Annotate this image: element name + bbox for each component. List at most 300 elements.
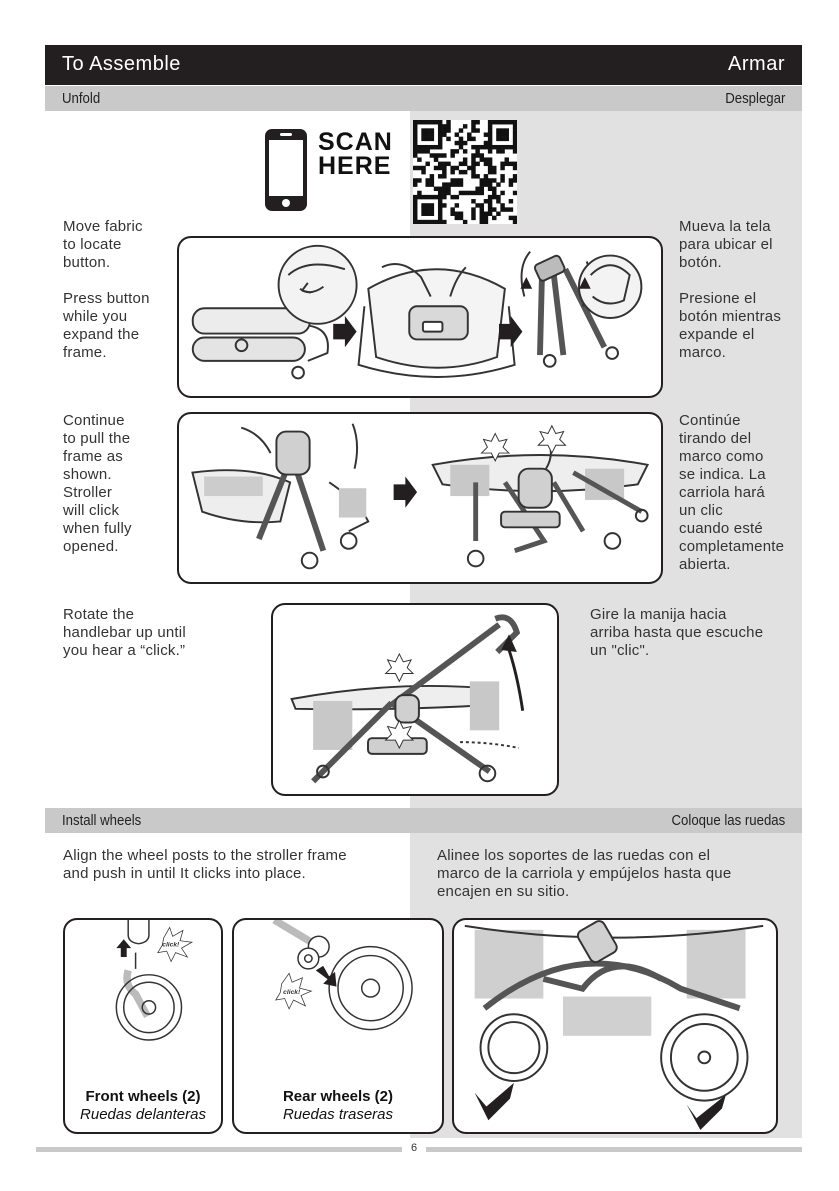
qr-module [413,195,417,199]
qr-module [488,137,492,141]
front-wheels-panel [63,918,223,1134]
qr-module [471,145,475,149]
qr-module [455,203,459,207]
qr-module [430,207,434,211]
qr-module [413,220,417,224]
qr-module [421,170,425,174]
qr-code[interactable] [413,120,517,224]
qr-module [417,220,421,224]
qr-module [471,166,475,170]
qr-module [455,149,459,153]
qr-module [413,212,417,216]
qr-module [480,212,484,216]
step1-text-es: Mueva la tela para ubicar el botón. Presione el botón mientras expande el marco. [679,218,782,361]
qr-module [488,170,492,174]
qr-module [463,149,467,153]
step3-illustration [273,605,557,794]
qr-module [500,132,504,136]
qr-module [475,203,479,207]
wheels-instruction-es: Alinee los soportes de las ruedas con el marco de la carriola y empújelos hasta que encajen en su sitio. [437,847,732,900]
qr-module [492,170,496,174]
qr-module [475,120,479,124]
qr-module [450,170,454,174]
qr-module [500,203,504,207]
qr-module [480,153,484,157]
qr-module [488,178,492,182]
qr-module [492,191,496,195]
qr-module [496,149,500,153]
rear-wheels-panel [232,918,444,1134]
header-title-en: To Assemble [62,53,181,75]
qr-module [425,145,429,149]
qr-module [459,178,463,182]
qr-module [471,191,475,195]
qr-module [413,207,417,211]
qr-module [413,124,417,128]
qr-module [513,120,517,124]
qr-module [463,191,467,195]
qr-module [484,132,488,136]
qr-module [446,137,450,141]
qr-module [505,207,509,211]
scan-here-text: SCAN HERE [318,128,393,180]
front-click-label: click! [162,941,180,949]
step3-text-es: Gire la manija hacia arriba hasta que escuche un "clic". [590,606,764,659]
qr-module [463,157,467,161]
qr-module [467,137,471,141]
qr-module [492,187,496,191]
qr-module [438,132,442,136]
qr-module [446,120,450,124]
qr-module [484,178,488,182]
qr-module [500,145,504,149]
qr-module [463,124,467,128]
qr-module [471,174,475,178]
step2-illustration-panel [177,412,663,584]
qr-module [421,145,425,149]
qr-module [471,199,475,203]
qr-module [455,195,459,199]
qr-module [484,216,488,220]
qr-module [438,216,442,220]
qr-module [421,128,425,132]
qr-module [417,149,421,153]
qr-module [471,162,475,166]
qr-module [417,166,421,170]
qr-module [413,145,417,149]
qr-module [509,178,513,182]
qr-module [425,182,429,186]
qr-module [442,132,446,136]
qr-module [450,195,454,199]
qr-module [471,212,475,216]
qr-module [505,137,509,141]
qr-module [413,178,417,182]
qr-module [417,195,421,199]
qr-module [438,166,442,170]
qr-module [442,182,446,186]
qr-module [459,216,463,220]
qr-module [480,157,484,161]
qr-module [438,141,442,145]
qr-module [417,178,421,182]
qr-module [459,170,463,174]
qr-module [455,216,459,220]
qr-module [438,162,442,166]
qr-module [421,132,425,136]
qr-module [430,174,434,178]
qr-module [425,132,429,136]
qr-module [488,212,492,216]
qr-module [505,120,509,124]
qr-module [463,141,467,145]
qr-module [425,128,429,132]
qr-module [459,137,463,141]
qr-module [488,199,492,203]
qr-module [488,162,492,166]
qr-module [455,212,459,216]
qr-module [484,145,488,149]
qr-module [459,162,463,166]
qr-module [475,162,479,166]
qr-module [413,199,417,203]
qr-module [500,174,504,178]
qr-module [488,120,492,124]
qr-module [434,145,438,149]
qr-module [492,216,496,220]
qr-module [488,182,492,186]
qr-module [442,153,446,157]
qr-module [480,203,484,207]
qr-module [413,216,417,220]
qr-module [442,174,446,178]
qr-module [442,166,446,170]
front-wheel-illustration [65,920,221,1080]
qr-module [500,178,504,182]
qr-module [505,128,509,132]
qr-module [438,212,442,216]
qr-module [442,195,446,199]
qr-module [480,207,484,211]
qr-module [509,207,513,211]
step1-illustration [179,238,661,396]
qr-module [463,162,467,166]
qr-module [505,145,509,149]
qr-module [496,132,500,136]
qr-module [463,220,467,224]
qr-module [513,216,517,220]
qr-module [500,149,504,153]
qr-module [417,145,421,149]
qr-module [417,191,421,195]
qr-module [430,145,434,149]
unfold-heading-en: Unfold [62,90,101,107]
qr-module [413,182,417,186]
qr-module [459,212,463,216]
qr-module [509,182,513,186]
qr-module [471,157,475,161]
qr-module [475,187,479,191]
qr-module [450,149,454,153]
qr-module [475,149,479,153]
phone-icon [264,128,308,212]
qr-module [480,187,484,191]
qr-module [421,120,425,124]
qr-module [500,207,504,211]
qr-module [430,128,434,132]
qr-module [430,132,434,136]
wheels-instruction-en: Align the wheel posts to the stroller frame and push in until It clicks into place. [63,847,347,882]
qr-module [509,162,513,166]
qr-module [421,212,425,216]
assembled-wheels-illustration [454,920,776,1132]
qr-module [475,174,479,178]
qr-module [450,182,454,186]
qr-module [413,137,417,141]
qr-module [446,128,450,132]
qr-module [484,162,488,166]
qr-module [413,141,417,145]
header-title-es: Armar [728,53,785,75]
qr-module [434,120,438,124]
qr-module [488,141,492,145]
qr-module [446,191,450,195]
qr-module [509,216,513,220]
qr-module [442,220,446,224]
qr-module [438,137,442,141]
qr-module [471,137,475,141]
qr-module [450,166,454,170]
qr-module [500,120,504,124]
rear-wheels-label-es: Ruedas traseras [282,1106,394,1123]
qr-module [500,162,504,166]
qr-module [438,153,442,157]
qr-module [425,195,429,199]
qr-module [484,220,488,224]
qr-module [505,132,509,136]
qr-module [463,170,467,174]
qr-module [425,212,429,216]
qr-module [471,207,475,211]
qr-module [471,120,475,124]
qr-module [455,166,459,170]
qr-module [513,162,517,166]
qr-module [438,207,442,211]
qr-module [425,120,429,124]
qr-module [455,132,459,136]
qr-module [488,132,492,136]
qr-module [488,157,492,161]
qr-module [513,149,517,153]
qr-module [467,191,471,195]
qr-module [446,124,450,128]
qr-module [442,170,446,174]
qr-module [413,132,417,136]
qr-module [492,166,496,170]
step1-text-en: Move fabric to locate button. Press button while you expand the frame. [63,218,150,361]
qr-module [480,220,484,224]
qr-module [417,120,421,124]
qr-module [430,212,434,216]
qr-module [442,124,446,128]
qr-module [484,157,488,161]
qr-module [450,212,454,216]
qr-module [475,145,479,149]
qr-module [421,203,425,207]
qr-module [513,145,517,149]
qr-module [413,120,417,124]
qr-module [442,203,446,207]
page-header [45,45,802,85]
qr-module [488,195,492,199]
qr-module [496,182,500,186]
qr-module [500,166,504,170]
qr-module [496,145,500,149]
qr-module [500,128,504,132]
qr-module [488,145,492,149]
qr-module [471,153,475,157]
qr-module [488,187,492,191]
qr-module [480,182,484,186]
qr-module [430,137,434,141]
qr-module [513,141,517,145]
qr-module [459,182,463,186]
qr-module [480,178,484,182]
qr-module [425,178,429,182]
qr-module [434,195,438,199]
qr-module [446,162,450,166]
qr-module [438,191,442,195]
qr-module [438,220,442,224]
qr-module [455,141,459,145]
qr-module [471,128,475,132]
qr-module [430,203,434,207]
qr-module [509,199,513,203]
qr-module [471,170,475,174]
qr-module [434,166,438,170]
qr-module [413,203,417,207]
unfold-section-heading [45,86,802,111]
qr-module [513,220,517,224]
qr-module [505,157,509,161]
qr-module [480,191,484,195]
qr-module [430,195,434,199]
qr-module [413,149,417,153]
qr-module [446,182,450,186]
qr-module [421,195,425,199]
qr-module [513,124,517,128]
qr-module [492,120,496,124]
qr-module [425,220,429,224]
step2-illustration [179,414,661,582]
qr-module [421,166,425,170]
step3-illustration-panel [271,603,559,796]
rear-wheel-illustration [234,920,442,1080]
qr-module [442,187,446,191]
qr-module [484,182,488,186]
qr-module [496,199,500,203]
qr-module [425,149,429,153]
rear-click-label: click! [283,989,301,997]
qr-module [492,207,496,211]
qr-module [421,149,425,153]
qr-module [425,203,429,207]
qr-module [484,212,488,216]
qr-module [438,199,442,203]
qr-module [471,216,475,220]
qr-module [513,191,517,195]
qr-module [513,137,517,141]
qr-module [430,220,434,224]
qr-module [500,191,504,195]
qr-module [475,128,479,132]
qr-module [484,174,488,178]
qr-module [459,145,463,149]
qr-module [488,166,492,170]
qr-module [509,145,513,149]
qr-module [450,153,454,157]
qr-module [480,216,484,220]
qr-module [480,145,484,149]
unfold-heading-es: Desplegar [724,90,785,107]
qr-module [421,137,425,141]
page-number: 6 [402,1142,426,1156]
qr-module [425,207,429,211]
qr-module [425,162,429,166]
qr-module [434,187,438,191]
qr-module [513,128,517,132]
qr-module [459,128,463,132]
step1-illustration-panel [177,236,663,398]
qr-module [413,153,417,157]
qr-module [438,203,442,207]
rear-wheels-label-en: Rear wheels (2) [282,1088,394,1105]
qr-module [496,120,500,124]
qr-module [438,145,442,149]
step2-text-es: Continúe tirando del marco como se indica. La carriola hará un clic cuando esté completamente abierta. [679,412,785,573]
qr-module [513,132,517,136]
qr-module [434,153,438,157]
qr-module [434,220,438,224]
qr-module [488,203,492,207]
qr-module [513,174,517,178]
qr-module [430,178,434,182]
qr-module [505,162,509,166]
qr-module [496,137,500,141]
qr-module [438,195,442,199]
qr-module [442,128,446,132]
qr-module [455,178,459,182]
qr-module [413,128,417,132]
qr-module [434,157,438,161]
front-wheels-label-en: Front wheels (2) [85,1088,201,1105]
qr-module [421,220,425,224]
qr-module [492,145,496,149]
qr-module [421,207,425,211]
qr-module [484,141,488,145]
qr-module [438,187,442,191]
qr-module [455,182,459,186]
qr-module [417,157,421,161]
qr-module [513,178,517,182]
qr-module [488,149,492,153]
qr-module [488,128,492,132]
qr-module [509,120,513,124]
qr-module [438,120,442,124]
qr-module [496,195,500,199]
assembled-wheels-panel [452,918,778,1134]
step3-text-en: Rotate the handlebar up until you hear a “click.” [63,606,186,659]
